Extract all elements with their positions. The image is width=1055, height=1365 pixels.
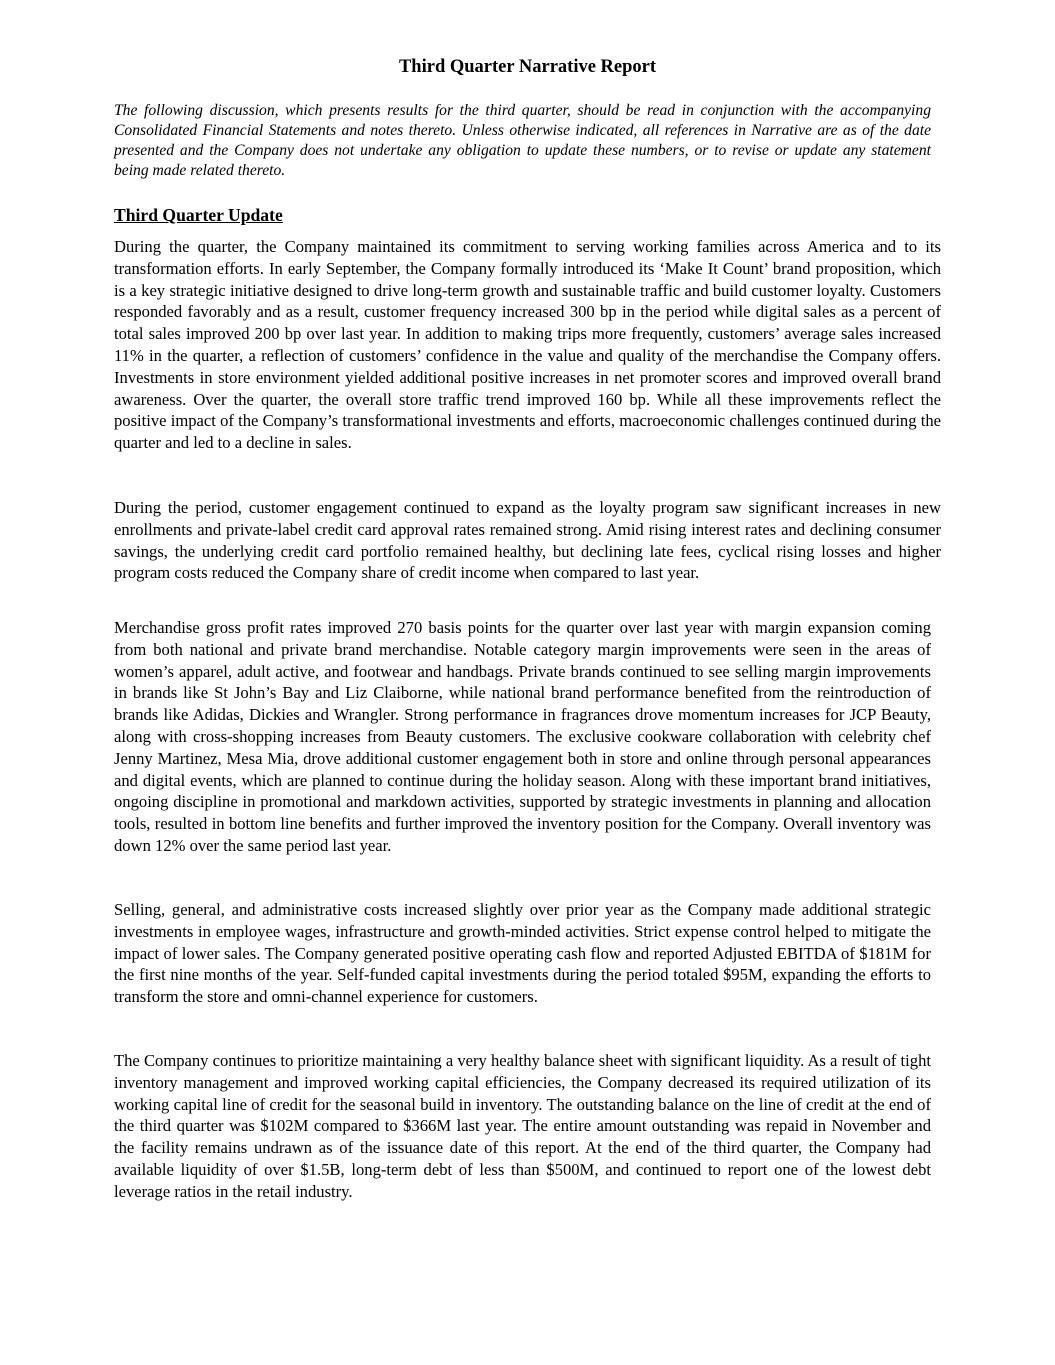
paragraph-balance-sheet: The Company continues to prioritize maintaining a very healthy balance sheet with significant liquidity. As a result of tight inventory management and improved working capital efficiencies, the Company decreased its required utilization of its working capital line of credit for the seasonal build in inventory. The outstanding balance on the line of credit at the end of the third quarter was $102M compared to $366M last year. The entire amount outstanding was repaid in November and the facility remains undrawn as of the issuance date of this report. At the end of the third quarter, the Company had available liquidity of over $1.5B, long-term debt of less than $500M, and continued to report one of the lowest debt leverage ratios in the retail industry. [114,1051,931,1201]
paragraph-merchandise-margin: Merchandise gross profit rates improved 270 basis points for the quarter over last year with margin expansion coming from both national and private brand merchandise. Notable category margin improvements were seen in the areas of women’s apparel, adult active, and footwear and handbags. Private brands continued to see selling margin improvements in brands like St John’s Bay and Liz Claiborne, while national brand performance benefited from the reintroduction of brands like Adidas, Dickies and Wrangler. Strong performance in fragrances drove momentum increases for JCP Beauty, along with cross-shopping increases from Beauty customers. The exclusive cookware collaboration with celebrity chef Jenny Martinez, Mesa Mia, drove additional customer engagement both in store and online through personal appearances and digital events, which are planned to continue during the holiday season. Along with these important brand initiatives, ongoing discipline in promotional and markdown activities, supported by strategic investments in planning and allocation tools, resulted in bottom line benefits and further improved the inventory position for the Company. Overall inventory was down 12% over the same period last year. [114,618,931,855]
document-title: Third Quarter Narrative Report [398,57,657,77]
paragraph-customer-engagement: During the period, customer engagement continued to expand as the loyalty program saw significant increases in new enrollments and private-label credit card approval rates remained strong. Amid rising interest rates and declining consumer savings, the underlying credit card portfolio remained healthy, but declining late fees, cyclical rising losses and higher program costs reduced the Company share of credit income when compared to last year. [114,498,941,583]
intro-disclaimer: The following discussion, which presents results for the third quarter, should be read in conjunction with the accompanying Consolidated Financial Statements and notes thereto. Unless otherwise indicated, all references in Narrative are as of the date presented and the Company does not undertake any obligation to update these numbers, or to revise or update any statement being made related thereto. [114,102,931,179]
paragraph-sga-costs: Selling, general, and administrative costs increased slightly over prior year as the Company made additional strategic investments in employee wages, infrastructure and growth-minded activities. Strict expense control helped to mitigate the impact of lower sales. The Company generated positive operating cash flow and reported Adjusted EBITDA of $181M for the first nine months of the year. Self-funded capital investments during the period totaled $95M, expanding the efforts to transform the store and omni-channel experience for customers. [114,900,931,1007]
section-heading: Third Quarter Update [114,205,283,225]
paragraph-quarter-overview: During the quarter, the Company maintained its commitment to serving working families across America and to its transformation efforts. In early September, the Company formally introduced its ‘Make It Count’ brand proposition, which is a key strategic initiative designed to drive long-term growth and sustainable traffic and build customer loyalty. Customers responded favorably and as a result, customer frequency increased 300 bp in the period while digital sales as a percent of total sales improved 200 bp over last year. In addition to making trips more frequently, customers’ average sales increased 11% in the quarter, a reflection of customers’ confidence in the value and quality of the merchandise the Company offers. Investments in store environment yielded additional positive increases in net promoter scores and improved overall brand awareness. Over the quarter, the overall store traffic trend improved 160 bp. While all these improvements reflect the positive impact of the Company’s transformational investments and efforts, macroeconomic challenges continued during the quarter and led to a decline in sales. [114,237,941,453]
